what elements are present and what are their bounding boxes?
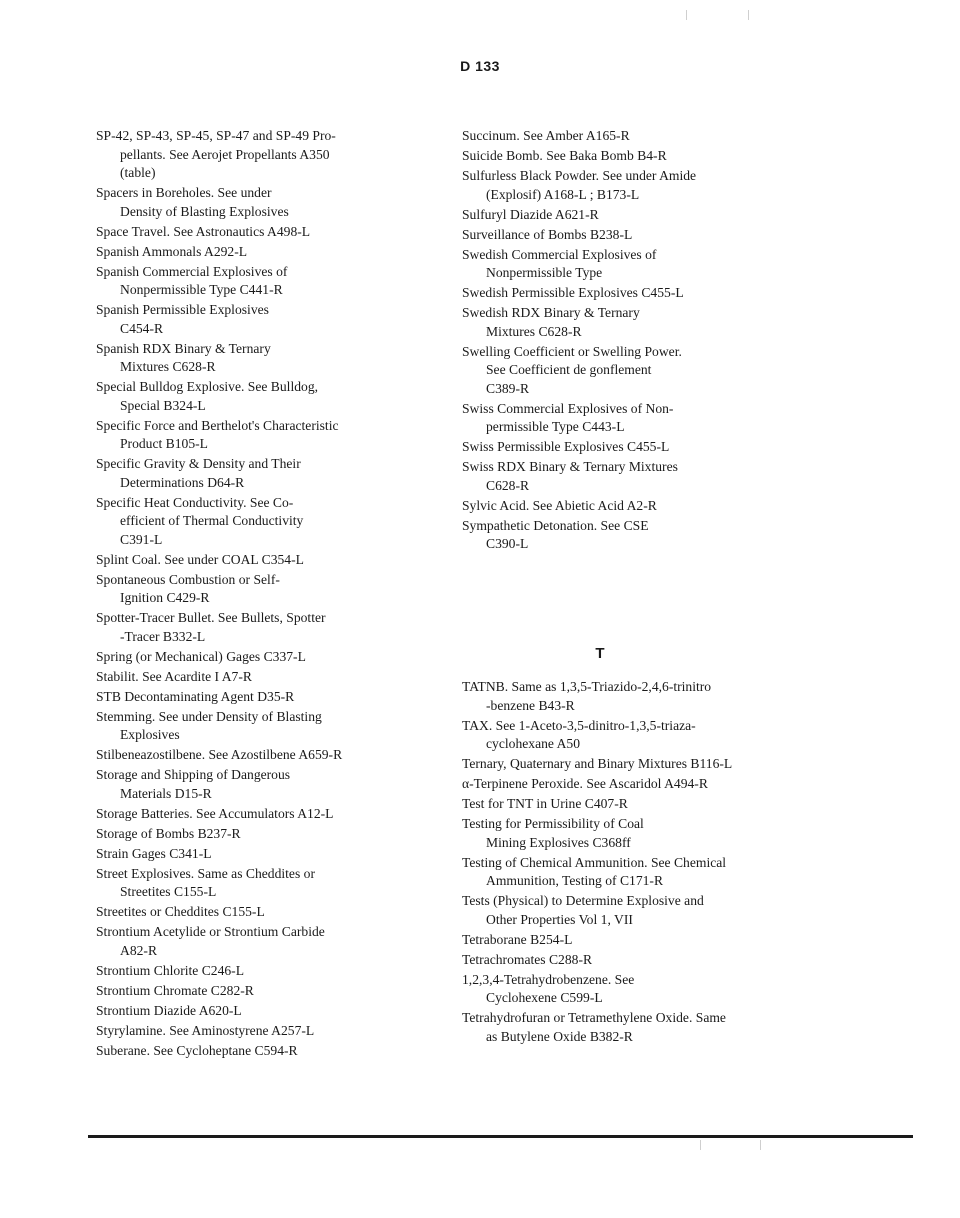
section-heading-t: T [595, 645, 605, 662]
index-entry [92, 184, 422, 221]
index-entry [458, 678, 803, 715]
entry-continuation: (Explosif) A168-L ; B173-L [486, 186, 640, 202]
entry-term: Succinum. See Amber A165-R [462, 128, 630, 143]
index-column-right-s [458, 127, 803, 555]
index-entry [458, 497, 803, 516]
entry-continuation: Materials D15-R [120, 785, 212, 801]
entry-term: Sulfuryl Diazide A621-R [462, 206, 599, 222]
entry-term: Splint Coal. See under COAL C354-L [96, 551, 304, 567]
entry-term: Swiss RDX Binary & Ternary Mixtures [462, 459, 678, 474]
entry-continuation: cyclohexane A50 [486, 736, 580, 751]
index-entry [458, 517, 803, 554]
entry-term: Streetites or Cheddites C155-L [96, 904, 265, 919]
entry-term: Testing for Permissibility of Coal [462, 816, 644, 831]
index-entry [458, 458, 803, 495]
index-entry [458, 892, 803, 929]
entry-term: Spring (or Mechanical) Gages C337-L [96, 648, 306, 664]
entry-term: Storage of Bombs B237-R [96, 825, 241, 841]
index-entry [458, 343, 803, 399]
entry-continuation: -Tracer B332-L [120, 628, 206, 644]
entry-continuation: Ignition C429-R [120, 590, 210, 605]
entry-term: 1,2,3,4-Tetrahydrobenzene. See [462, 971, 635, 987]
entry-term: Spotter-Tracer Bullet. See Bullets, Spotter [96, 610, 326, 625]
index-entry [92, 571, 422, 608]
index-column-right-t [458, 678, 803, 1048]
entry-term: Strontium Acetylide or Strontium Carbide [96, 924, 325, 939]
entry-continuation: Other Properties Vol 1, VII [486, 911, 633, 927]
index-entry [92, 668, 422, 687]
entry-continuation: C454-R [120, 320, 164, 336]
index-entry [92, 609, 422, 646]
index-entry [458, 755, 803, 774]
entry-term: Styrylamine. See Aminostyrene A257-L [96, 1022, 315, 1038]
index-entry [458, 284, 803, 303]
index-entry [92, 708, 422, 745]
entry-term: Testing of Chemical Ammunition. See Chemical [462, 854, 727, 870]
index-entry [92, 1022, 422, 1041]
entry-continuation: Explosives [120, 727, 180, 742]
index-entry [92, 127, 422, 183]
index-entry [92, 962, 422, 981]
entry-continuation: Nonpermissible Type [486, 265, 603, 280]
index-entry [92, 865, 422, 902]
index-entry [92, 1042, 422, 1061]
entry-term: Tetrachromates C288-R [462, 951, 593, 967]
index-entry [92, 688, 422, 707]
index-entry [458, 167, 803, 204]
entry-continuation: Streetites C155-L [120, 884, 217, 899]
entry-continuation: (table) [120, 165, 156, 180]
entry-term: Strontium Diazide A620-L [96, 1002, 242, 1018]
entry-term: STB Decontaminating Agent D35-R [96, 688, 295, 704]
entry-term: Strain Gages C341-L [96, 845, 212, 861]
entry-term: Spanish Permissible Explosives [96, 302, 269, 317]
entry-continuation: C389-R [486, 380, 530, 396]
index-entry [458, 795, 803, 814]
index-entry [92, 1002, 422, 1021]
entry-term: Sylvic Acid. See Abietic Acid A2-R [462, 497, 657, 513]
entry-term: Stemming. See under Density of Blasting [96, 708, 322, 724]
index-entry [458, 206, 803, 225]
entry-term: Swedish Permissible Explosives C455-L [462, 285, 684, 300]
entry-term: Suicide Bomb. See Baka Bomb B4-R [462, 148, 667, 163]
index-entry [458, 717, 803, 754]
entry-continuation: Cyclohexene C599-L [486, 990, 603, 1005]
index-entry [92, 746, 422, 765]
entry-term: Tests (Physical) to Determine Explosive and [462, 893, 704, 908]
entry-term: Tetrahydrofuran or Tetramethylene Oxide. Same [462, 1010, 726, 1025]
entry-continuation: C628-R [486, 477, 530, 493]
entry-term: Test for TNT in Urine C407-R [462, 796, 628, 811]
entry-term: Specific Force and Berthelot's Characteristic [96, 417, 339, 433]
entry-continuation: Determinations D64-R [120, 474, 245, 490]
index-entry [92, 417, 422, 454]
entry-continuation: -benzene B43-R [486, 697, 575, 713]
index-column-left [92, 127, 422, 1062]
index-entry [92, 340, 422, 377]
entry-term: Specific Heat Conductivity. See Co- [96, 494, 294, 510]
index-entry [458, 226, 803, 245]
entry-term: α-Terpinene Peroxide. See Ascaridol A494-R [462, 776, 708, 791]
index-entry [92, 825, 422, 844]
index-entry [458, 931, 803, 950]
entry-continuation: C390-L [486, 536, 529, 551]
entry-term: SP-42, SP-43, SP-45, SP-47 and SP-49 Pro- [96, 128, 336, 143]
entry-continuation: C391-L [120, 531, 163, 547]
entry-term: Suberane. See Cycloheptane C594-R [96, 1042, 298, 1058]
entry-continuation: pellants. See Aerojet Propellants A350 [120, 146, 330, 162]
entry-term: Specific Gravity & Density and Their [96, 456, 301, 471]
scan-mark [700, 1140, 701, 1150]
entry-term: Sulfurless Black Powder. See under Amide [462, 168, 697, 183]
index-entry [92, 243, 422, 262]
entry-term: Strontium Chlorite C246-L [96, 962, 245, 978]
index-entry [458, 775, 803, 794]
entry-term: Swedish RDX Binary & Ternary [462, 305, 640, 320]
page-number: D 133 [460, 58, 500, 74]
index-entry [458, 971, 803, 1008]
entry-term: TAX. See 1-Aceto-3,5-dinitro-1,3,5-triaza- [462, 717, 696, 733]
entry-continuation: See Coefficient de gonflement [486, 362, 652, 377]
index-entry [92, 982, 422, 1001]
entry-term: Spanish RDX Binary & Ternary [96, 340, 271, 356]
index-entry [92, 223, 422, 242]
entry-term: Tetraborane B254-L [462, 931, 573, 947]
entry-term: Stilbeneazostilbene. See Azostilbene A659-R [96, 747, 343, 762]
entry-term: Spontaneous Combustion or Self- [96, 571, 280, 587]
entry-continuation: Special B324-L [120, 397, 206, 413]
entry-continuation: Mining Explosives C368ff [486, 834, 631, 850]
entry-term: Strontium Chromate C282-R [96, 982, 254, 998]
index-entry [458, 400, 803, 437]
entry-term: Swelling Coefficient or Swelling Power. [462, 343, 682, 359]
index-entry [458, 304, 803, 341]
index-entry [92, 378, 422, 415]
index-entry [92, 845, 422, 864]
entry-continuation: Product B105-L [120, 436, 208, 451]
entry-term: TATNB. Same as 1,3,5-Triazido-2,4,6-trinitro [462, 679, 712, 694]
entry-continuation: Nonpermissible Type C441-R [120, 282, 283, 297]
entry-term: Stabilit. See Acardite I A7-R [96, 668, 252, 684]
entry-term: Ternary, Quaternary and Binary Mixtures B116-L [462, 756, 733, 771]
entry-term: Surveillance of Bombs B238-L [462, 226, 633, 242]
scan-mark [686, 10, 687, 20]
entry-term: Swiss Permissible Explosives C455-L [462, 439, 670, 454]
index-entry [458, 246, 803, 283]
entry-term: Storage Batteries. See Accumulators A12-L [96, 805, 334, 821]
entry-term: Spanish Commercial Explosives of [96, 263, 288, 279]
entry-term: Storage and Shipping of Dangerous [96, 767, 291, 782]
index-entry [92, 766, 422, 803]
entry-term: Sympathetic Detonation. See CSE [462, 517, 649, 533]
entry-term: Street Explosives. Same as Cheddites or [96, 865, 315, 881]
index-entry [458, 951, 803, 970]
index-entry [92, 551, 422, 570]
entry-term: Swiss Commercial Explosives of Non- [462, 400, 674, 416]
index-entry [458, 854, 803, 891]
index-entry [92, 903, 422, 922]
entry-continuation: Mixtures C628-R [486, 323, 582, 339]
index-entry [458, 127, 803, 146]
index-entry [92, 923, 422, 960]
scan-mark [760, 1140, 761, 1150]
bottom-rule [88, 1135, 913, 1138]
index-entry [92, 263, 422, 300]
entry-continuation: as Butylene Oxide B382-R [486, 1028, 633, 1044]
index-entry [458, 1009, 803, 1046]
entry-continuation: Mixtures C628-R [120, 359, 216, 374]
entry-term: Special Bulldog Explosive. See Bulldog, [96, 379, 319, 394]
index-entry [92, 648, 422, 667]
entry-term: Spacers in Boreholes. See under [96, 185, 272, 200]
entry-term: Space Travel. See Astronautics A498-L [96, 223, 311, 239]
entry-term: Swedish Commercial Explosives of [462, 246, 657, 262]
index-entry [458, 147, 803, 166]
index-entry [92, 455, 422, 492]
entry-continuation: Density of Blasting Explosives [120, 203, 289, 219]
index-entry [458, 438, 803, 457]
entry-continuation: permissible Type C443-L [486, 419, 625, 434]
scan-mark [748, 10, 749, 20]
index-entry [92, 301, 422, 338]
index-entry [92, 805, 422, 824]
entry-term: Spanish Ammonals A292-L [96, 243, 248, 259]
index-entry [458, 815, 803, 852]
entry-continuation: A82-R [120, 942, 158, 958]
index-entry [92, 494, 422, 550]
entry-continuation: efficient of Thermal Conductivity [120, 513, 304, 528]
entry-continuation: Ammunition, Testing of C171-R [486, 873, 664, 888]
